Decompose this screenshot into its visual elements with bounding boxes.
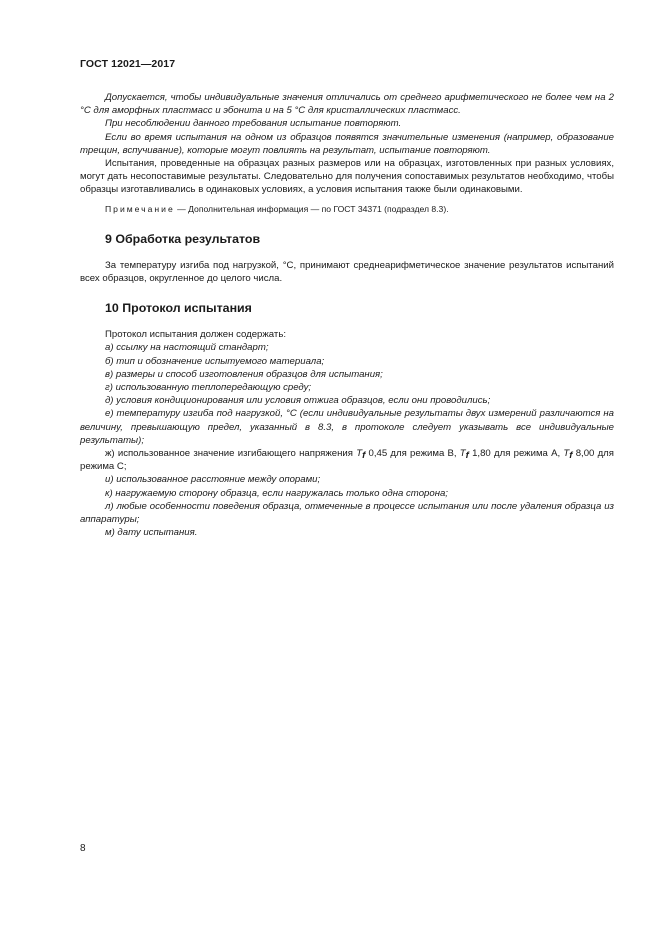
- document-header: ГОСТ 12021—2017: [80, 58, 176, 70]
- section-9-title: 9 Обработка результатов: [105, 231, 261, 246]
- stress-text-3: 1,80 для режима А,: [468, 448, 564, 460]
- stress-text-2: 0,45 для режима В,: [365, 448, 460, 460]
- page-body: [80, 91, 614, 539]
- list-item: в) размеры и способ изготовления образцов для испытания;: [105, 368, 383, 380]
- symbol-t: T: [459, 448, 466, 460]
- list-item: е) температуру изгиба под нагрузкой, °С (если индивидуальные результаты двух измерений различаются на величину, превышающую предел, указанный в 8.3, в протоколе следует указывать все индивидуальные результаты);: [80, 408, 614, 446]
- page-number: 8: [80, 843, 86, 854]
- symbol-f: f: [465, 450, 469, 462]
- list-item: л) любые особенности поведения образца, отмеченные в процессе испытания или после удаления образца из аппаратуры;: [80, 500, 614, 526]
- note-label: Примечание: [105, 203, 175, 214]
- section-10-intro: Протокол испытания должен содержать:: [105, 329, 286, 341]
- list-item: а) ссылку на настоящий стандарт;: [105, 342, 269, 354]
- list-item: б) тип и обозначение испытуемого материала;: [105, 355, 325, 367]
- stress-text-4: 8,00 для режима С;: [80, 448, 614, 473]
- list-item: г) использованную теплопередающую среду;: [105, 382, 312, 394]
- list-item: д) условия кондиционирования или условия отжига образцов, если они проводились;: [105, 395, 491, 407]
- list-item: к) нагружаемую сторону образца, если нагружалась только одна сторона;: [105, 487, 448, 499]
- paragraph-repeat: При несоблюдении данного требования испытание повторяют.: [105, 118, 402, 130]
- list-item: м) дату испытания.: [105, 527, 198, 539]
- symbol-t: T: [356, 448, 363, 460]
- symbol-t: T: [563, 448, 570, 460]
- section-10-title: 10 Протокол испытания: [105, 301, 252, 316]
- list-item-stress: [80, 447, 614, 473]
- stress-text-1: ж) использованное значение изгибающего напряжения: [105, 448, 357, 460]
- note: [80, 203, 614, 216]
- symbol-f: f: [362, 450, 366, 462]
- paragraph-changes: Если во время испытания на одном из образцов появятся значительные изменения (например, образование трещин, вспучивание), которые могут повлиять на результат, испытание повторяют.: [80, 131, 614, 156]
- section-9-text: За температуру изгиба под нагрузкой, °С, принимают среднеарифметическое значение результатов испытаний всех образцов, округленное до целого числа.: [80, 259, 614, 285]
- symbol-f: f: [569, 450, 573, 462]
- list-item: и) использованное расстояние между опорами;: [105, 474, 321, 486]
- paragraph-deviation: Допускается, чтобы индивидуальные значения отличались от среднего арифметического не более чем на 2 °С для аморфных пластмасс и эбонита и на 5 °С для кристаллических пластмасс.: [80, 92, 614, 117]
- paragraph-comparability: Испытания, проведенные на образцах разных размеров или на образцах, изготовленных при разных условиях, могут дать несопоставимые результаты. Следовательно для получения сопоставимых результатов необходимо, чтобы образцы изготавливались в одинаковых условиях, а условия испытания также были одинаковыми.: [80, 158, 614, 196]
- note-text: — Дополнительная информация — по ГОСТ 34371 (подраздел 8.3).: [174, 203, 449, 214]
